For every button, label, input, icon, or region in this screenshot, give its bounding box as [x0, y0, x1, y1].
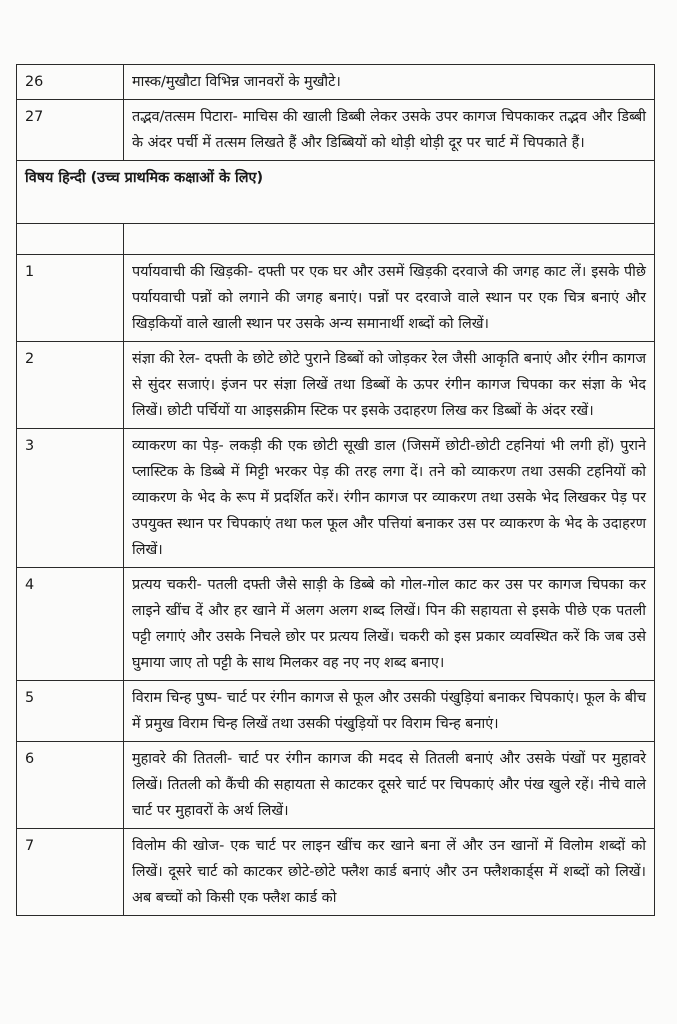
row-number: 6 — [17, 742, 124, 829]
row-text: संज्ञा की रेल- दफ्ती के छोटे छोटे पुराने डिब्बों को जोड़कर रेल जैसी आकृति बनाएं और रंगीन कागज से सुंदर सजाएं। इंजन पर संज्ञा लिखें तथा डिब्बों के ऊपर रंगीन कागज चिपका कर संज्ञा के भेद लिखें। छोटी पर्चियों या आइसक्रीम स्टिक पर इसके उदाहरण लिख कर डिब्बों के अंदर रखें। — [124, 342, 655, 429]
row-text: तद्भव/तत्सम पिटारा- माचिस की खाली डिब्बी लेकर उसके उपर कागज चिपकाकर तद्भव और डिब्बी के अंदर पर्ची में तत्सम लिखते हैं और डिब्बियों को थोड़ी थोड़ी दूर पर चार्ट में चिपकाते हैं। — [124, 100, 655, 161]
table-row — [17, 342, 655, 429]
row-text: मुहावरे की तितली- चार्ट पर रंगीन कागज की मदद से तितली बनाएं और उसके पंखों पर मुहावरे लिखें। तितली को कैंची की सहायता से काटकर दूसरे चार्ट पर चिपकाएं और पंख खुले रहें। नीचे वाले चार्ट पर मुहावरों के अर्थ लिखें। — [124, 742, 655, 829]
table-row — [17, 429, 655, 568]
spacer-cell — [17, 224, 124, 255]
row-number: 1 — [17, 255, 124, 342]
row-number: 5 — [17, 681, 124, 742]
row-text: विराम चिन्ह पुष्प- चार्ट पर रंगीन कागज से फूल और उसकी पंखुड़ियां बनाकर चिपकाएं। फूल के बीच में प्रमुख विराम चिन्ह लिखें तथा उसकी पंखुड़ियों पर विराम चिन्ह बनाएं। — [124, 681, 655, 742]
row-text: पर्यायवाची की खिड़की- दफ्ती पर एक घर और उसमें खिड़की दरवाजे की जगह काट लें। इसके पीछे पर्यायवाची पन्नों को लगाने की जगह बनाएं। पन्नों पर दरवाजे वाले स्थान पर एक चित्र बनाएं और खिड़कियों वाले खाली स्थान पर उसके अन्य समानार्थी शब्दों को लिखें। — [124, 255, 655, 342]
table-row — [17, 742, 655, 829]
row-number: 7 — [17, 829, 124, 916]
row-number: 26 — [17, 65, 124, 100]
row-number: 3 — [17, 429, 124, 568]
row-text: विलोम की खोज- एक चार्ट पर लाइन खींच कर खाने बना लें और उन खानों में विलोम शब्दों को लिखें। दूसरे चार्ट को काटकर छोटे-छोटे फ्लैश कार्ड बनाएं और उन फ्लैशकार्ड्स में शब्दों को लिखें। अब बच्चों को किसी एक फ्लैश कार्ड को — [124, 829, 655, 916]
spacer-row — [17, 224, 655, 255]
table-row — [17, 100, 655, 161]
table-row — [17, 255, 655, 342]
row-number: 4 — [17, 568, 124, 681]
row-number: 27 — [17, 100, 124, 161]
spacer-cell — [124, 224, 655, 255]
row-text: प्रत्यय चकरी- पतली दफ्ती जैसे साड़ी के डिब्बे को गोल-गोल काट कर उस पर कागज चिपका कर लाइने खींच दें और हर खाने में अलग अलग शब्द लिखें। पिन की सहायता से इसके पीछे एक पतली पट्टी लगाएं और उसके निचले छोर पर प्रत्यय लिखें। चकरी को इस प्रकार व्यवस्थित करें कि जब उसे घुमाया जाए तो पट्टी के साथ मिलकर वह नए नए शब्द बनाए। — [124, 568, 655, 681]
table-row — [17, 568, 655, 681]
activity-table — [16, 64, 655, 916]
row-number: 2 — [17, 342, 124, 429]
table-row — [17, 829, 655, 916]
row-text: मास्क/मुखौटा विभिन्न जानवरों के मुखौटे। — [124, 65, 655, 100]
section-title: विषय हिन्दी (उच्च प्राथमिक कक्षाओं के लिए) — [17, 161, 655, 224]
row-text: व्याकरण का पेड़- लकड़ी की एक छोटी सूखी डाल (जिसमें छोटी-छोटी टहनियां भी लगी हों) पुराने प्लास्टिक के डिब्बे में मिट्टी भरकर पेड़ की तरह लगा दें। तने को व्याकरण तथा उसकी टहनियों को व्याकरण के भेद के रूप में प्रदर्शित करें। रंगीन कागज पर व्याकरण तथा उसके भेद लिखकर पेड़ पर उपयुक्त स्थान पर चिपकाएं तथा फल फूल और पत्तियां बनाकर उस पर व्याकरण के भेद के उदाहरण लिखें। — [124, 429, 655, 568]
section-heading-row — [17, 161, 655, 224]
table-row — [17, 65, 655, 100]
table-row — [17, 681, 655, 742]
